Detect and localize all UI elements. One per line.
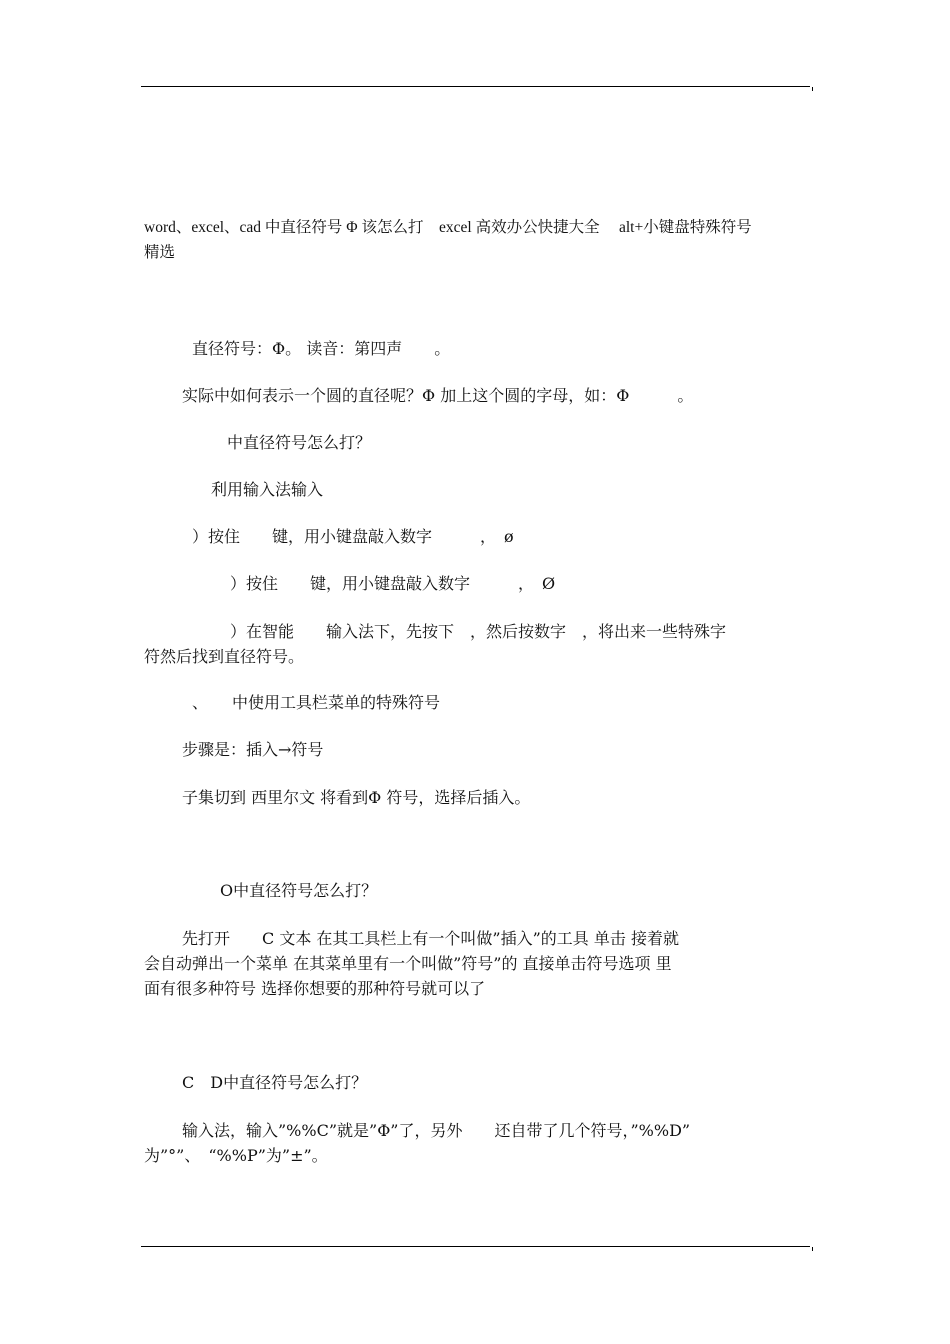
- paragraph: 先打开 C 文本 在其工具栏上有一个叫做”插入”的工具 单击 接着就: [182, 929, 679, 948]
- document-title-line-2: 精选: [144, 244, 176, 261]
- paragraph: 面有很多种符号 选择你想要的那种符号就可以了: [144, 979, 486, 998]
- footer-rule: [141, 1246, 810, 1247]
- section-heading: 、 中使用工具栏菜单的特殊符号: [192, 693, 441, 712]
- paragraph: 实际中如何表示一个圆的直径呢？Φ 加上这个圆的字母，如：Φ 。: [182, 386, 694, 405]
- paragraph: ）按住 键，用小键盘敲入数字 ， ø: [192, 527, 514, 546]
- paragraph: 步骤是：插入→符号: [182, 740, 324, 759]
- section-heading: C D中直径符号怎么打？: [182, 1073, 368, 1092]
- header-rule: [141, 86, 810, 87]
- paragraph: 直径符号：Φ。 读音：第四声 。: [192, 339, 451, 358]
- footer-rule-tick: [812, 1247, 813, 1251]
- paragraph: 子集切到 西里尔文 将看到Φ 符号，选择后插入。: [182, 788, 531, 807]
- paragraph: 为”°”、 “%%P”为”±”。: [144, 1146, 328, 1165]
- paragraph: ）按住 键，用小键盘敲入数字 ， Ø: [230, 574, 556, 593]
- header-rule-tick: [812, 87, 813, 91]
- paragraph: 输入法，输入”%%C”就是”Φ”了，另外 还自带了几个符号，”%%D”: [182, 1121, 691, 1140]
- document-title-line-1: word、excel、cad 中直径符号 Φ 该怎么打 excel 高效办公快捷大全 alt+小键盘特殊符号: [144, 219, 752, 236]
- section-heading: O中直径符号怎么打？: [220, 881, 378, 900]
- section-heading: 中直径符号怎么打？: [227, 433, 372, 452]
- paragraph: 利用输入法输入: [211, 480, 324, 499]
- paragraph: 会自动弹出一个菜单 在其菜单里有一个叫做”符号”的 直接单击符号选项 里: [144, 954, 672, 973]
- paragraph: 符然后找到直径符号。: [144, 647, 305, 666]
- paragraph: ）在智能 输入法下，先按下 ，然后按数字 ，将出来一些特殊字: [230, 622, 727, 641]
